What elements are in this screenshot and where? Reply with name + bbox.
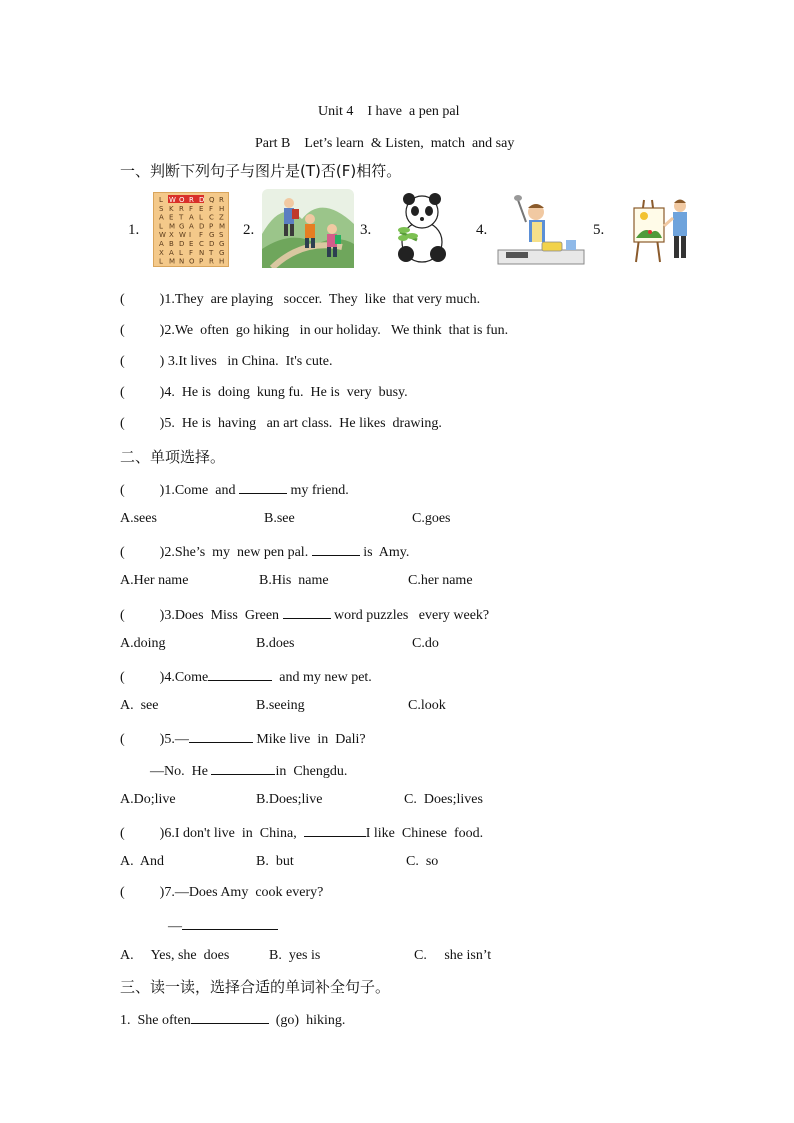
puzzle-letter: H — [219, 257, 225, 266]
hiking-family-image — [262, 189, 354, 268]
puzzle-letter: R — [219, 196, 224, 204]
puzzle-letter: L — [199, 213, 203, 222]
choice-question-7: ( )7.—Does Amy cook every? — [120, 885, 324, 900]
option-a: A. And — [120, 854, 164, 869]
puzzle-letter: G — [219, 248, 225, 257]
puzzle-letter: P — [199, 257, 204, 266]
option-c: C. so — [406, 854, 439, 869]
option-a: A.doing — [120, 636, 166, 651]
puzzle-letter: C — [209, 213, 214, 222]
puzzle-letter: F — [209, 204, 214, 213]
puzzle-letter: X — [159, 248, 164, 257]
puzzle-letter: D — [209, 240, 215, 248]
puzzle-letter: W — [169, 196, 176, 204]
cooking-man-image — [496, 192, 586, 267]
puzzle-letter: R — [209, 257, 214, 266]
puzzle-letter: Q — [209, 196, 215, 204]
puzzle-letter: D — [199, 196, 205, 204]
puzzle-letter: H — [219, 204, 225, 213]
choice-question-3: ( )3.Does Miss Green word puzzles every week? — [120, 605, 489, 624]
puzzle-letter: R — [189, 196, 194, 204]
puzzle-letter: N — [179, 257, 185, 266]
answer-blank[interactable] — [182, 916, 278, 930]
puzzle-letter: E — [199, 204, 204, 213]
option-c: C.goes — [412, 511, 451, 526]
answer-blank[interactable] — [189, 729, 253, 743]
option-b: B.His name — [259, 573, 329, 588]
section-3-heading: 三、读一读，选择合适的单词补全句子。 — [120, 978, 391, 996]
puzzle-letter: Z — [219, 213, 224, 222]
choice-question-7-reply: — — [168, 916, 278, 935]
panda-image — [392, 190, 452, 265]
picture-number-5: 5. — [593, 222, 605, 238]
puzzle-letter: P — [209, 222, 214, 231]
puzzle-letter: A — [169, 248, 174, 257]
puzzle-letter: A — [159, 213, 164, 222]
picture-number-1: 1. — [128, 222, 140, 238]
puzzle-letter: A — [189, 222, 194, 231]
option-c: C.do — [412, 636, 439, 651]
puzzle-letter: W — [159, 231, 166, 240]
puzzle-letter: R — [179, 204, 184, 213]
puzzle-letter: A — [159, 240, 164, 248]
option-c: C.her name — [408, 573, 473, 588]
puzzle-letter: D — [199, 222, 205, 231]
puzzle-letter: O — [189, 257, 195, 266]
puzzle-letter: E — [189, 240, 194, 248]
page-title: Unit 4 I have a pen pal — [318, 104, 460, 119]
option-b: B.does — [256, 636, 295, 651]
option-c: C. Does;lives — [404, 792, 483, 807]
puzzle-letter: W — [179, 231, 186, 240]
puzzle-letter: L — [159, 257, 163, 266]
puzzle-letter: G — [219, 240, 225, 248]
option-b: B.Does;live — [256, 792, 323, 807]
answer-blank[interactable] — [211, 761, 275, 775]
option-a: A.Her name — [120, 573, 189, 588]
fill-question-1: 1. She often (go) hiking. — [120, 1010, 345, 1029]
puzzle-letter: M — [169, 222, 176, 231]
puzzle-letter: G — [179, 222, 185, 231]
picture-number-4: 4. — [476, 222, 488, 238]
choice-question-6: ( )6.I don't live in China, I like Chinese food. — [120, 823, 483, 842]
puzzle-letter: S — [159, 204, 164, 213]
choice-question-4: ( )4.Come and my new pet. — [120, 667, 372, 686]
judge-item-3: ( ) 3.It lives in China. It's cute. — [120, 354, 333, 369]
puzzle-letter: K — [169, 204, 174, 213]
puzzle-letter: S — [219, 231, 224, 240]
answer-blank[interactable] — [283, 605, 331, 619]
puzzle-letter: F — [189, 204, 194, 213]
answer-blank[interactable] — [208, 667, 272, 681]
puzzle-letter: O — [179, 196, 185, 204]
section-1-heading: 一、判断下列句子与图片是(T)否(F)相符。 — [120, 162, 402, 180]
choice-question-1: ( )1.Come and my friend. — [120, 480, 349, 499]
option-b: B.see — [264, 511, 295, 526]
puzzle-letter: A — [189, 213, 194, 222]
answer-blank[interactable] — [304, 823, 366, 837]
puzzle-letter: M — [169, 257, 176, 266]
puzzle-letter: F — [199, 231, 204, 240]
judge-item-2: ( )2.We often go hiking in our holiday. We think that is fun. — [120, 323, 509, 338]
page-subtitle: Part B Let’s learn & Listen, match and say — [255, 136, 515, 151]
judge-item-5: ( )5. He is having an art class. He likes drawing. — [120, 416, 442, 431]
option-b: B.seeing — [256, 698, 305, 713]
option-b: B. but — [256, 854, 294, 869]
word-puzzle-image — [153, 192, 229, 267]
puzzle-letter: I — [189, 231, 192, 240]
word-puzzle-grid — [154, 193, 228, 266]
section-2-heading: 二、单项选择。 — [120, 448, 226, 466]
puzzle-letter: T — [179, 213, 184, 222]
choice-question-5: ( )5.— Mike live in Dali? — [120, 729, 366, 748]
puzzle-letter: N — [199, 248, 205, 257]
option-b: B. yes is — [269, 948, 321, 963]
judge-item-4: ( )4. He is doing kung fu. He is very busy. — [120, 385, 408, 400]
puzzle-letter: L — [179, 248, 183, 257]
puzzle-letter: D — [179, 240, 185, 248]
puzzle-letter: E — [169, 213, 174, 222]
puzzle-letter: T — [209, 248, 214, 257]
puzzle-letter: B — [169, 240, 174, 248]
option-a: A. see — [120, 698, 159, 713]
answer-blank[interactable] — [312, 542, 360, 556]
option-a: A.sees — [120, 511, 157, 526]
puzzle-letter: L — [159, 196, 163, 204]
picture-number-3: 3. — [360, 222, 372, 238]
puzzle-letter: C — [199, 240, 204, 248]
puzzle-letter: L — [159, 222, 163, 231]
choice-question-5-reply: —No. He in Chengdu. — [150, 761, 347, 780]
art-class-image — [630, 192, 696, 267]
puzzle-letter: X — [169, 231, 174, 240]
answer-blank[interactable] — [191, 1010, 269, 1024]
choice-question-2: ( )2.She’s my new pen pal. is Amy. — [120, 542, 409, 561]
puzzle-letter: F — [189, 248, 194, 257]
puzzle-letter: G — [209, 231, 215, 240]
picture-number-2: 2. — [243, 222, 255, 238]
option-a: A.Do;live — [120, 792, 176, 807]
answer-blank[interactable] — [239, 480, 287, 494]
option-a: A. Yes, she does — [120, 948, 230, 963]
option-c: C.look — [408, 698, 446, 713]
judge-item-1: ( )1.They are playing soccer. They like that very much. — [120, 292, 481, 307]
option-c: C. she isn’t — [414, 948, 492, 963]
puzzle-letter: M — [219, 222, 226, 231]
